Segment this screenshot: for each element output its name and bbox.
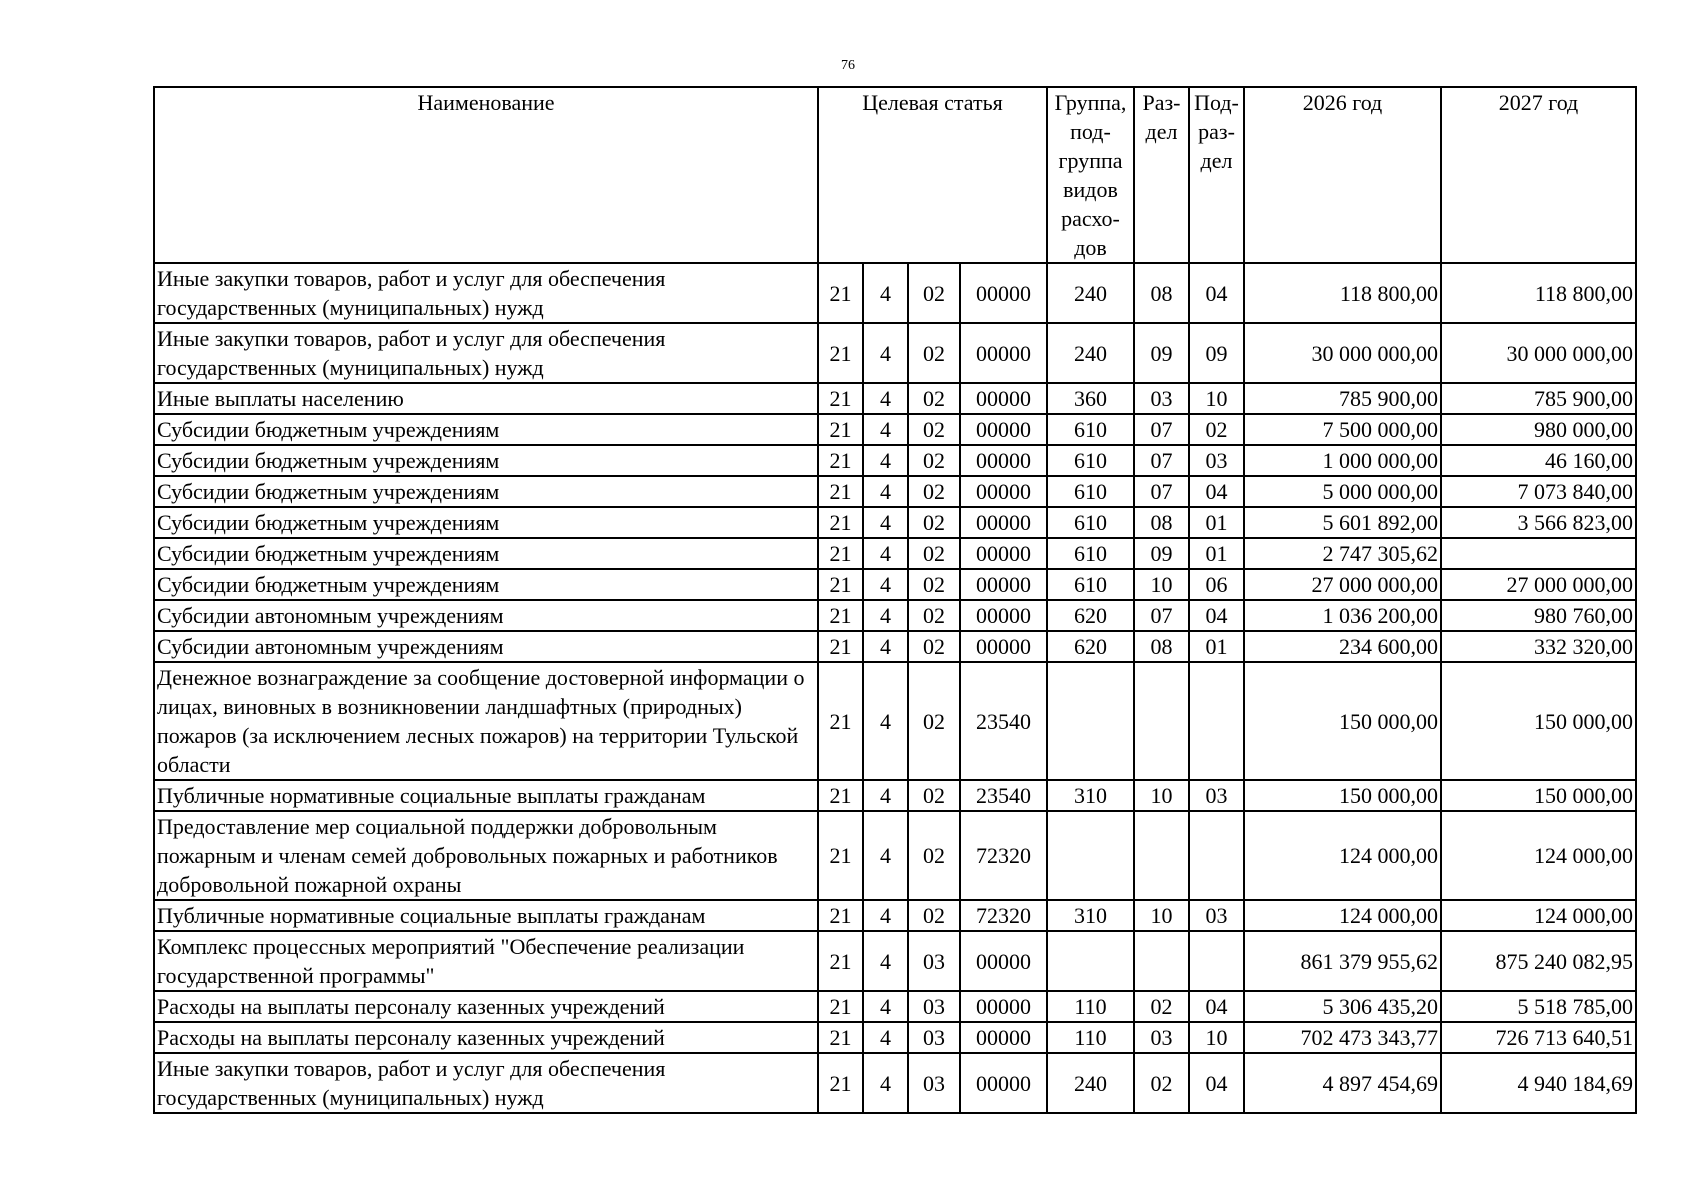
row-name: Предоставление мер социальной поддержки добровольным пожарным и членам семей добровольных пожарных и работников добровольной пожарной охраны bbox=[154, 811, 818, 900]
header-expense-group bbox=[1047, 87, 1134, 263]
row-section: 10 bbox=[1134, 569, 1189, 600]
row-subsection: 04 bbox=[1189, 476, 1244, 507]
row-amount-2027: 27 000 000,00 bbox=[1441, 569, 1636, 600]
row-amount-2027: 124 000,00 bbox=[1441, 811, 1636, 900]
row-target-article-program: 21 bbox=[818, 631, 863, 662]
row-name: Субсидии бюджетным учреждениям bbox=[154, 538, 818, 569]
row-target-article-direction: 23540 bbox=[960, 780, 1047, 811]
header-subsection-line: дел bbox=[1200, 148, 1233, 173]
row-target-article-program: 21 bbox=[818, 263, 863, 323]
row-amount-2027: 980 760,00 bbox=[1441, 600, 1636, 631]
row-name: Расходы на выплаты персоналу казенных учреждений bbox=[154, 1022, 818, 1053]
row-target-article-program: 21 bbox=[818, 780, 863, 811]
header-section-line: дел bbox=[1145, 119, 1178, 144]
row-target-article-direction: 00000 bbox=[960, 263, 1047, 323]
row-section bbox=[1134, 662, 1189, 780]
row-subsection: 04 bbox=[1189, 263, 1244, 323]
row-target-article-direction: 72320 bbox=[960, 900, 1047, 931]
row-target-article-type: 4 bbox=[863, 631, 908, 662]
header-expense-group-line: расхо- bbox=[1061, 206, 1120, 231]
row-amount-2026: 5 306 435,20 bbox=[1244, 991, 1441, 1022]
row-target-article-direction: 00000 bbox=[960, 323, 1047, 383]
row-target-article-type: 4 bbox=[863, 445, 908, 476]
row-amount-2026: 150 000,00 bbox=[1244, 780, 1441, 811]
row-expense-group: 110 bbox=[1047, 991, 1134, 1022]
table-row bbox=[154, 811, 1636, 900]
row-subsection: 04 bbox=[1189, 991, 1244, 1022]
row-expense-group bbox=[1047, 811, 1134, 900]
table-row bbox=[154, 780, 1636, 811]
row-amount-2027: 118 800,00 bbox=[1441, 263, 1636, 323]
row-amount-2026: 1 036 200,00 bbox=[1244, 600, 1441, 631]
row-subsection: 03 bbox=[1189, 780, 1244, 811]
row-target-article-direction: 00000 bbox=[960, 383, 1047, 414]
row-expense-group: 310 bbox=[1047, 780, 1134, 811]
row-target-article-program: 21 bbox=[818, 931, 863, 991]
row-amount-2026: 861 379 955,62 bbox=[1244, 931, 1441, 991]
row-target-article-direction: 00000 bbox=[960, 538, 1047, 569]
row-subsection: 10 bbox=[1189, 1022, 1244, 1053]
row-target-article-direction: 23540 bbox=[960, 662, 1047, 780]
row-section: 10 bbox=[1134, 900, 1189, 931]
table-row bbox=[154, 323, 1636, 383]
row-amount-2026: 785 900,00 bbox=[1244, 383, 1441, 414]
row-target-article-element: 02 bbox=[908, 900, 960, 931]
row-amount-2026: 5 601 892,00 bbox=[1244, 507, 1441, 538]
row-target-article-element: 03 bbox=[908, 931, 960, 991]
row-target-article-element: 03 bbox=[908, 1053, 960, 1113]
header-expense-group-line: группа bbox=[1058, 148, 1123, 173]
row-target-article-element: 02 bbox=[908, 780, 960, 811]
row-target-article-direction: 00000 bbox=[960, 414, 1047, 445]
row-target-article-type: 4 bbox=[863, 1022, 908, 1053]
row-target-article-direction: 00000 bbox=[960, 931, 1047, 991]
row-amount-2026: 118 800,00 bbox=[1244, 263, 1441, 323]
row-subsection: 02 bbox=[1189, 414, 1244, 445]
row-expense-group: 610 bbox=[1047, 445, 1134, 476]
row-subsection bbox=[1189, 931, 1244, 991]
row-amount-2027: 150 000,00 bbox=[1441, 662, 1636, 780]
row-subsection: 04 bbox=[1189, 1053, 1244, 1113]
row-target-article-element: 02 bbox=[908, 662, 960, 780]
table-row bbox=[154, 445, 1636, 476]
row-target-article-type: 4 bbox=[863, 900, 908, 931]
row-target-article-type: 4 bbox=[863, 569, 908, 600]
row-target-article-type: 4 bbox=[863, 991, 908, 1022]
row-target-article-element: 02 bbox=[908, 811, 960, 900]
row-target-article-type: 4 bbox=[863, 476, 908, 507]
row-section: 07 bbox=[1134, 445, 1189, 476]
row-section bbox=[1134, 931, 1189, 991]
table-row bbox=[154, 662, 1636, 780]
row-target-article-program: 21 bbox=[818, 476, 863, 507]
row-target-article-type: 4 bbox=[863, 538, 908, 569]
row-target-article-direction: 00000 bbox=[960, 1022, 1047, 1053]
row-target-article-program: 21 bbox=[818, 383, 863, 414]
table-row bbox=[154, 507, 1636, 538]
row-target-article-type: 4 bbox=[863, 811, 908, 900]
row-section bbox=[1134, 811, 1189, 900]
row-target-article-program: 21 bbox=[818, 414, 863, 445]
row-target-article-direction: 00000 bbox=[960, 1053, 1047, 1113]
row-expense-group: 310 bbox=[1047, 900, 1134, 931]
table-row bbox=[154, 476, 1636, 507]
row-amount-2027: 3 566 823,00 bbox=[1441, 507, 1636, 538]
row-target-article-program: 21 bbox=[818, 569, 863, 600]
row-target-article-element: 02 bbox=[908, 263, 960, 323]
row-subsection: 04 bbox=[1189, 600, 1244, 631]
row-amount-2026: 5 000 000,00 bbox=[1244, 476, 1441, 507]
budget-table bbox=[153, 86, 1637, 1114]
row-subsection: 03 bbox=[1189, 900, 1244, 931]
row-name: Денежное вознаграждение за сообщение достоверной информации о лицах, виновных в возникновении ландшафтных (природных) пожаров (за исключением лесных пожаров) на территории Тульской области bbox=[154, 662, 818, 780]
row-subsection: 10 bbox=[1189, 383, 1244, 414]
row-name: Субсидии бюджетным учреждениям bbox=[154, 414, 818, 445]
table-row bbox=[154, 414, 1636, 445]
row-target-article-element: 02 bbox=[908, 569, 960, 600]
row-amount-2027 bbox=[1441, 538, 1636, 569]
row-section: 03 bbox=[1134, 1022, 1189, 1053]
row-name: Публичные нормативные социальные выплаты гражданам bbox=[154, 780, 818, 811]
row-amount-2026: 124 000,00 bbox=[1244, 900, 1441, 931]
row-expense-group: 610 bbox=[1047, 538, 1134, 569]
row-amount-2026: 234 600,00 bbox=[1244, 631, 1441, 662]
row-name: Иные выплаты населению bbox=[154, 383, 818, 414]
table-body bbox=[154, 263, 1636, 1113]
row-expense-group: 360 bbox=[1047, 383, 1134, 414]
row-subsection: 09 bbox=[1189, 323, 1244, 383]
row-target-article-element: 02 bbox=[908, 476, 960, 507]
row-section: 08 bbox=[1134, 507, 1189, 538]
row-target-article-element: 03 bbox=[908, 991, 960, 1022]
row-amount-2026: 702 473 343,77 bbox=[1244, 1022, 1441, 1053]
table-row bbox=[154, 569, 1636, 600]
header-row bbox=[154, 87, 1636, 263]
row-name: Публичные нормативные социальные выплаты гражданам bbox=[154, 900, 818, 931]
row-target-article-program: 21 bbox=[818, 323, 863, 383]
header-expense-group-line: дов bbox=[1074, 235, 1107, 260]
header-year-2026: 2026 год bbox=[1244, 87, 1441, 263]
table-row bbox=[154, 383, 1636, 414]
row-target-article-direction: 00000 bbox=[960, 507, 1047, 538]
row-name: Субсидии бюджетным учреждениям bbox=[154, 507, 818, 538]
row-target-article-program: 21 bbox=[818, 507, 863, 538]
row-amount-2026: 2 747 305,62 bbox=[1244, 538, 1441, 569]
row-section: 02 bbox=[1134, 991, 1189, 1022]
row-name: Субсидии бюджетным учреждениям bbox=[154, 476, 818, 507]
row-target-article-direction: 00000 bbox=[960, 476, 1047, 507]
row-name: Субсидии автономным учреждениям bbox=[154, 600, 818, 631]
row-expense-group bbox=[1047, 662, 1134, 780]
row-expense-group: 240 bbox=[1047, 263, 1134, 323]
row-subsection: 01 bbox=[1189, 507, 1244, 538]
header-section-line: Раз- bbox=[1142, 90, 1181, 115]
header-year-2027: 2027 год bbox=[1441, 87, 1636, 263]
row-name: Субсидии бюджетным учреждениям bbox=[154, 445, 818, 476]
row-amount-2026: 124 000,00 bbox=[1244, 811, 1441, 900]
row-expense-group: 620 bbox=[1047, 631, 1134, 662]
row-amount-2027: 980 000,00 bbox=[1441, 414, 1636, 445]
row-target-article-program: 21 bbox=[818, 811, 863, 900]
row-expense-group bbox=[1047, 931, 1134, 991]
row-expense-group: 610 bbox=[1047, 507, 1134, 538]
row-target-article-program: 21 bbox=[818, 1022, 863, 1053]
row-section: 07 bbox=[1134, 600, 1189, 631]
row-name: Субсидии бюджетным учреждениям bbox=[154, 569, 818, 600]
row-expense-group: 610 bbox=[1047, 414, 1134, 445]
row-amount-2026: 4 897 454,69 bbox=[1244, 1053, 1441, 1113]
row-target-article-program: 21 bbox=[818, 900, 863, 931]
row-target-article-type: 4 bbox=[863, 931, 908, 991]
row-amount-2027: 7 073 840,00 bbox=[1441, 476, 1636, 507]
row-target-article-element: 02 bbox=[908, 383, 960, 414]
row-amount-2027: 785 900,00 bbox=[1441, 383, 1636, 414]
row-amount-2026: 30 000 000,00 bbox=[1244, 323, 1441, 383]
table-row bbox=[154, 931, 1636, 991]
row-section: 08 bbox=[1134, 631, 1189, 662]
table-row bbox=[154, 600, 1636, 631]
row-amount-2027: 4 940 184,69 bbox=[1441, 1053, 1636, 1113]
row-amount-2027: 726 713 640,51 bbox=[1441, 1022, 1636, 1053]
row-section: 02 bbox=[1134, 1053, 1189, 1113]
row-target-article-type: 4 bbox=[863, 263, 908, 323]
row-amount-2027: 5 518 785,00 bbox=[1441, 991, 1636, 1022]
row-expense-group: 620 bbox=[1047, 600, 1134, 631]
row-target-article-type: 4 bbox=[863, 600, 908, 631]
row-target-article-element: 02 bbox=[908, 414, 960, 445]
row-target-article-element: 02 bbox=[908, 538, 960, 569]
row-name: Комплекс процессных мероприятий "Обеспечение реализации государственной программы" bbox=[154, 931, 818, 991]
row-section: 10 bbox=[1134, 780, 1189, 811]
header-expense-group-line: видов bbox=[1063, 177, 1118, 202]
row-amount-2027: 875 240 082,95 bbox=[1441, 931, 1636, 991]
row-expense-group: 240 bbox=[1047, 1053, 1134, 1113]
row-amount-2027: 46 160,00 bbox=[1441, 445, 1636, 476]
header-section bbox=[1134, 87, 1189, 263]
row-subsection: 01 bbox=[1189, 631, 1244, 662]
row-amount-2026: 150 000,00 bbox=[1244, 662, 1441, 780]
header-expense-group-line: под- bbox=[1070, 119, 1111, 144]
table-row bbox=[154, 1053, 1636, 1113]
row-name: Иные закупки товаров, работ и услуг для обеспечения государственных (муниципальных) нужд bbox=[154, 263, 818, 323]
row-section: 08 bbox=[1134, 263, 1189, 323]
row-subsection: 01 bbox=[1189, 538, 1244, 569]
row-target-article-type: 4 bbox=[863, 414, 908, 445]
row-amount-2026: 27 000 000,00 bbox=[1244, 569, 1441, 600]
row-amount-2026: 1 000 000,00 bbox=[1244, 445, 1441, 476]
table-row bbox=[154, 991, 1636, 1022]
row-target-article-element: 02 bbox=[908, 323, 960, 383]
row-section: 07 bbox=[1134, 414, 1189, 445]
row-section: 03 bbox=[1134, 383, 1189, 414]
row-target-article-type: 4 bbox=[863, 507, 908, 538]
table-row bbox=[154, 1022, 1636, 1053]
row-name: Иные закупки товаров, работ и услуг для обеспечения государственных (муниципальных) нужд bbox=[154, 1053, 818, 1113]
row-amount-2027: 150 000,00 bbox=[1441, 780, 1636, 811]
row-name: Расходы на выплаты персоналу казенных учреждений bbox=[154, 991, 818, 1022]
row-target-article-type: 4 bbox=[863, 1053, 908, 1113]
row-target-article-direction: 72320 bbox=[960, 811, 1047, 900]
row-target-article-program: 21 bbox=[818, 662, 863, 780]
row-target-article-direction: 00000 bbox=[960, 445, 1047, 476]
row-section: 07 bbox=[1134, 476, 1189, 507]
row-target-article-program: 21 bbox=[818, 991, 863, 1022]
row-target-article-program: 21 bbox=[818, 1053, 863, 1113]
page-number: 76 bbox=[841, 58, 855, 73]
row-target-article-type: 4 bbox=[863, 323, 908, 383]
header-subsection-line: Под- bbox=[1194, 90, 1239, 115]
row-expense-group: 610 bbox=[1047, 476, 1134, 507]
row-target-article-type: 4 bbox=[863, 383, 908, 414]
header-target-article: Целевая статья bbox=[818, 87, 1047, 263]
row-amount-2027: 30 000 000,00 bbox=[1441, 323, 1636, 383]
row-target-article-program: 21 bbox=[818, 600, 863, 631]
table-row bbox=[154, 631, 1636, 662]
row-target-article-element: 02 bbox=[908, 600, 960, 631]
row-expense-group: 110 bbox=[1047, 1022, 1134, 1053]
row-amount-2027: 124 000,00 bbox=[1441, 900, 1636, 931]
row-subsection: 06 bbox=[1189, 569, 1244, 600]
row-target-article-direction: 00000 bbox=[960, 600, 1047, 631]
row-subsection: 03 bbox=[1189, 445, 1244, 476]
row-target-article-element: 02 bbox=[908, 445, 960, 476]
row-target-article-direction: 00000 bbox=[960, 991, 1047, 1022]
row-expense-group: 610 bbox=[1047, 569, 1134, 600]
row-subsection bbox=[1189, 662, 1244, 780]
row-target-article-direction: 00000 bbox=[960, 631, 1047, 662]
row-target-article-element: 02 bbox=[908, 507, 960, 538]
row-target-article-program: 21 bbox=[818, 538, 863, 569]
row-name: Иные закупки товаров, работ и услуг для обеспечения государственных (муниципальных) нужд bbox=[154, 323, 818, 383]
header-name: Наименование bbox=[154, 87, 818, 263]
row-target-article-element: 03 bbox=[908, 1022, 960, 1053]
table-row bbox=[154, 900, 1636, 931]
table-row bbox=[154, 538, 1636, 569]
row-section: 09 bbox=[1134, 538, 1189, 569]
row-amount-2027: 332 320,00 bbox=[1441, 631, 1636, 662]
header-subsection bbox=[1189, 87, 1244, 263]
header-expense-group-line: Группа, bbox=[1054, 90, 1127, 115]
row-target-article-direction: 00000 bbox=[960, 569, 1047, 600]
table-row bbox=[154, 263, 1636, 323]
row-target-article-program: 21 bbox=[818, 445, 863, 476]
row-subsection bbox=[1189, 811, 1244, 900]
row-target-article-type: 4 bbox=[863, 662, 908, 780]
row-target-article-type: 4 bbox=[863, 780, 908, 811]
row-amount-2026: 7 500 000,00 bbox=[1244, 414, 1441, 445]
row-expense-group: 240 bbox=[1047, 323, 1134, 383]
row-target-article-element: 02 bbox=[908, 631, 960, 662]
row-name: Субсидии автономным учреждениям bbox=[154, 631, 818, 662]
header-subsection-line: раз- bbox=[1198, 119, 1235, 144]
row-section: 09 bbox=[1134, 323, 1189, 383]
